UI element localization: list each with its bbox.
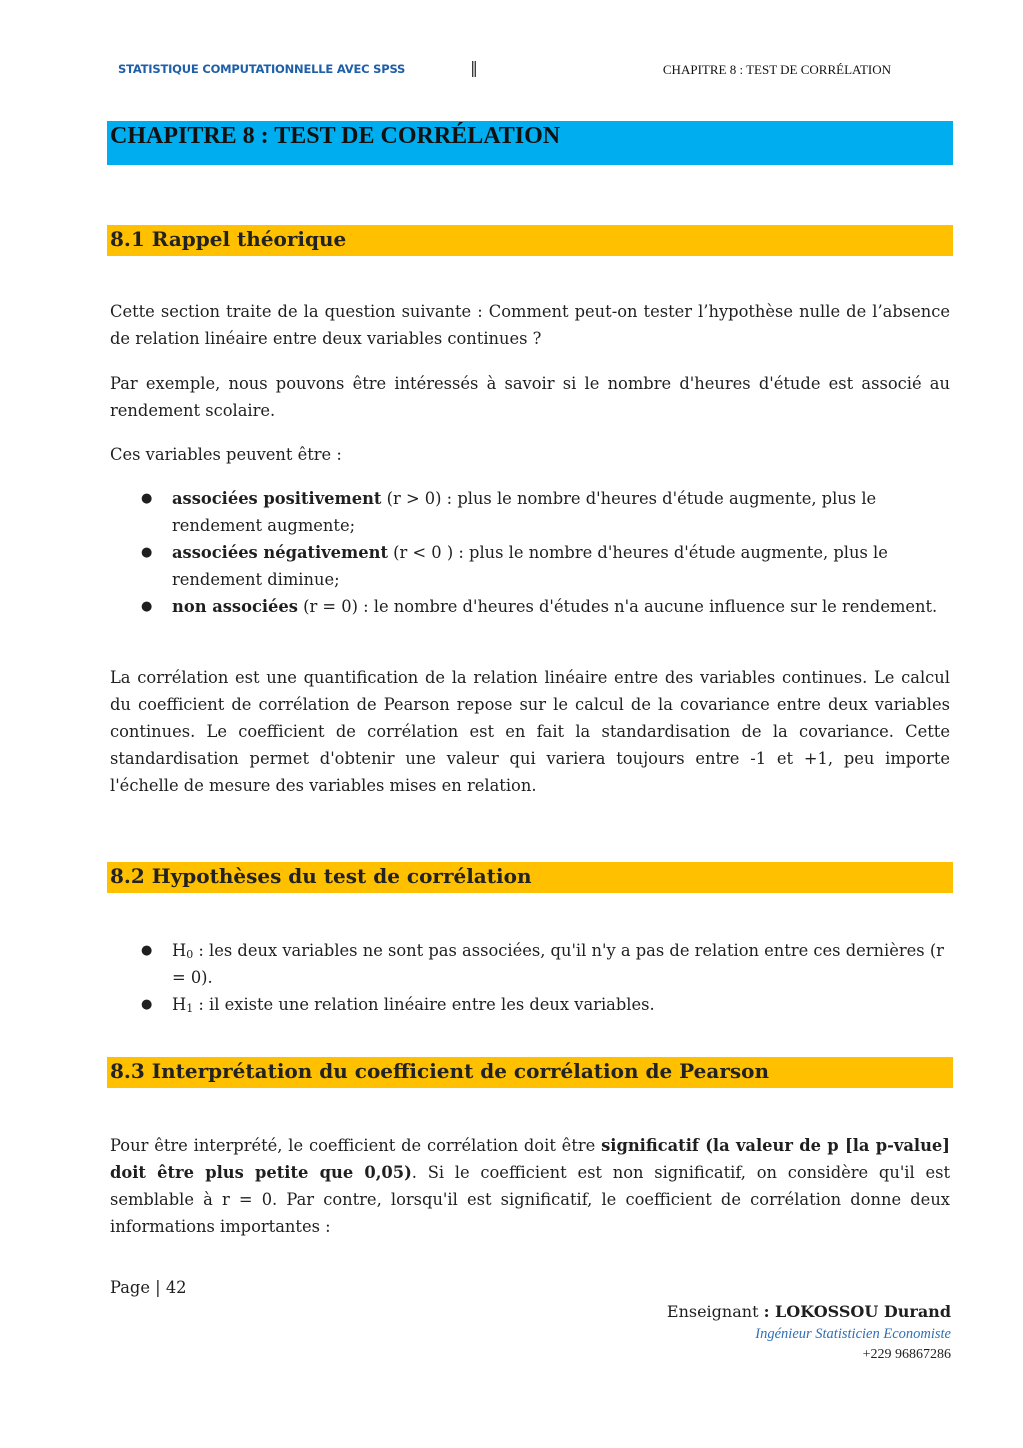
chapter-title: CHAPITRE 8 : TEST DE CORRÉLATION <box>110 123 561 149</box>
paragraph-text: Pour être interprété, le coefficient de corrélation doit être <box>110 1136 602 1155</box>
section-title: 8.3 Interprétation du coefficient de corrélation de Pearson <box>110 1059 770 1083</box>
list-item-term: non associées <box>172 597 298 616</box>
list-item <box>110 539 950 593</box>
bullet-icon: ● <box>141 997 153 1012</box>
section-heading-8-3 <box>107 1057 953 1088</box>
hypothesis-text: : les deux variables ne sont pas associées, qu'il n'y a pas de relation entre ces dernières (r = 0). <box>172 941 944 987</box>
teacher-phone: +229 96867286 <box>862 1347 951 1362</box>
list-item-text: (r = 0) : le nombre d'heures d'études n'a aucune influence sur le rendement. <box>297 597 938 616</box>
header-chapter-title: CHAPITRE 8 : TEST DE CORRÉLATION <box>662 62 891 77</box>
list-item-term: associées négativement <box>172 543 388 562</box>
paragraph-intro-list: Ces variables peuvent être : <box>110 445 342 464</box>
hypotheses-list <box>110 937 950 1018</box>
paragraph-emphasis: significatif (la valeur de p [la p-value] doit être plus petite que 0,05) <box>110 1136 950 1182</box>
teacher-line <box>667 1300 951 1324</box>
author-signature <box>667 1300 951 1366</box>
paragraph-example: Par exemple, nous pouvons être intéressés à savoir si le nombre d'heures d'étude est associé au rendement scolaire. <box>110 374 950 420</box>
chapter-banner <box>107 121 953 165</box>
hypothesis-subscript: 0 <box>186 948 194 961</box>
paragraph-correlation-definition: La corrélation est une quantification de la relation linéaire entre des variables continues. Le calcul du coefficient de corrélation de Pearson repose sur le calcul de la covariance entre deux variables continues. Le coefficient de corrélation est en fait la standardisation de la covariance. Cette standardisation permet d'obtenir une valeur qui variera toujours entre -1 et +1, peu importe l'échelle de mesure des variables mises en relation. <box>110 668 950 795</box>
section-heading-8-1 <box>107 225 953 256</box>
list-item-term: associées positivement <box>172 489 382 508</box>
paragraph-text: . Si le coefficient est non significatif, on considère qu'il est semblable à r = 0. Par contre, lorsqu'il est significatif, le coefficient de corrélation donne deux informations importantes : <box>110 1163 950 1236</box>
paragraph-question: Cette section traite de la question suivante : Comment peut-on tester l’hypothèse nulle de l’absence de relation linéaire entre deux variables continues ? <box>110 302 950 348</box>
hypothesis-text: : il existe une relation linéaire entre les deux variables. <box>193 995 655 1014</box>
list-item-text: (r > 0) : plus le nombre d'heures d'étude augmente, plus le rendement augmente; <box>172 489 877 535</box>
hypothesis-symbol: H <box>172 995 187 1014</box>
section-title: 8.2 Hypothèses du test de corrélation <box>110 864 532 888</box>
hypothesis-subscript: 1 <box>186 1002 194 1015</box>
list-item-text: (r < 0 ) : plus le nombre d'heures d'étude augmente, plus le rendement diminue; <box>172 543 888 589</box>
association-list <box>110 485 950 620</box>
list-item <box>110 593 950 620</box>
section-heading-8-2 <box>107 862 953 893</box>
bullet-icon: ● <box>141 943 153 958</box>
section-title: 8.1 Rappel théorique <box>110 227 347 251</box>
header-book-title: STATISTIQUE COMPUTATIONNELLE AVEC SPSS <box>118 62 406 76</box>
page-number: Page | 42 <box>110 1278 187 1297</box>
list-item-h0 <box>110 937 950 991</box>
bullet-icon: ● <box>141 545 153 560</box>
hypothesis-symbol: H <box>172 941 187 960</box>
teacher-label: Enseignant <box>666 1302 764 1321</box>
header-separator: ‖ <box>470 58 478 77</box>
list-item-h1 <box>110 991 950 1018</box>
list-item <box>110 485 950 539</box>
teacher-title: Ingénieur Statisticien Economiste <box>755 1326 951 1342</box>
bullet-icon: ● <box>141 491 153 506</box>
bullet-icon: ● <box>141 599 153 614</box>
paragraph-interpretation <box>110 1132 950 1240</box>
teacher-name: : LOKOSSOU Durand <box>763 1302 951 1321</box>
running-header <box>118 60 891 82</box>
